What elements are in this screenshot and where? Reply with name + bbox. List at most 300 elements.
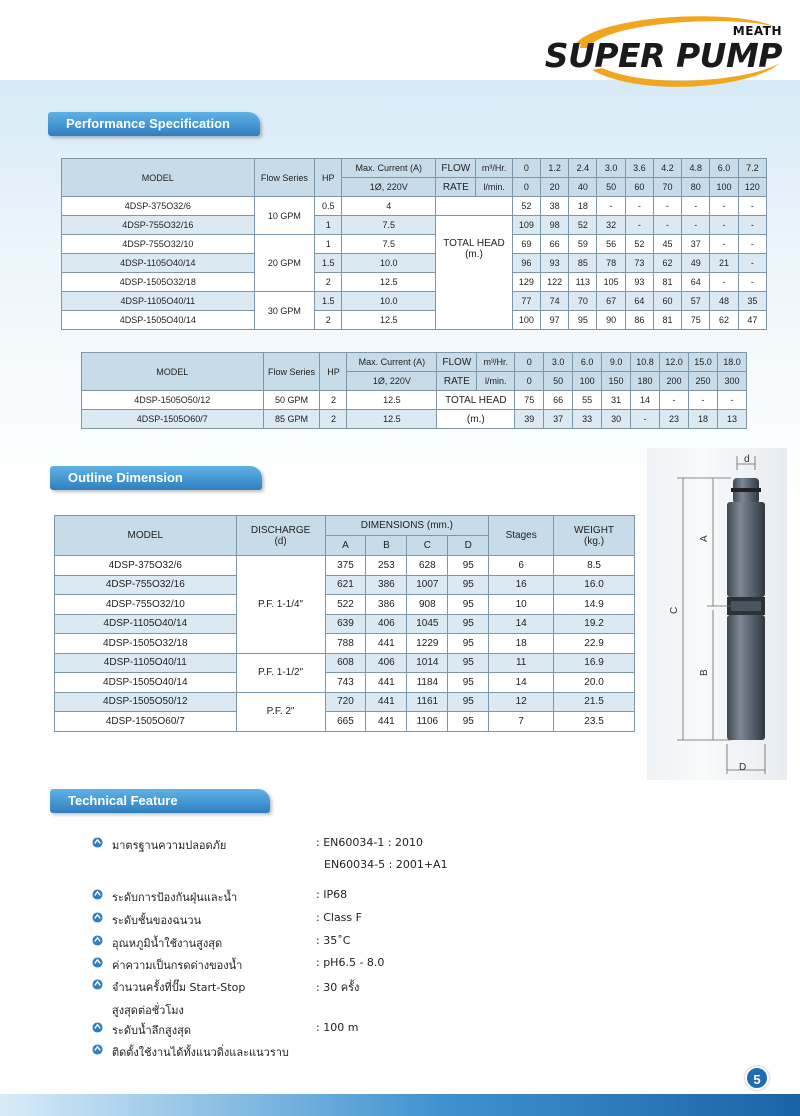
cell-d: 95 xyxy=(448,556,489,576)
cell-flow: 85 GPM xyxy=(263,410,320,429)
cell-head: 18 xyxy=(688,410,717,429)
cell-hp: 1 xyxy=(315,216,342,235)
total-head-label: TOTAL HEAD xyxy=(443,238,505,249)
cell-stages: 10 xyxy=(489,595,554,615)
dim-label-a: A xyxy=(699,535,710,542)
cell-head: 57 xyxy=(682,292,710,311)
cell-model: 4DSP-1505O40/14 xyxy=(55,673,237,693)
m3hr-value: 7.2 xyxy=(738,159,766,178)
cell-head: 97 xyxy=(541,311,569,330)
feature-label-text: อุณหภูมิน้ำใช้งานสูงสุด xyxy=(112,937,223,950)
cell-head: - xyxy=(738,216,766,235)
feature-value-text: : 100 m xyxy=(316,1021,359,1034)
lmin-value: 100 xyxy=(710,178,738,197)
cell-head: 75 xyxy=(682,311,710,330)
lmin-value: 60 xyxy=(625,178,653,197)
cell-head: 95 xyxy=(569,311,597,330)
cell-b: 441 xyxy=(366,634,407,654)
cell-head: - xyxy=(660,391,689,410)
cell-head: 18 xyxy=(569,197,597,216)
cell-flow-series: 20 GPM xyxy=(254,235,315,292)
feature-value-text: : EN60034-1 : 2010 xyxy=(316,836,424,849)
cell-head: 96 xyxy=(512,254,540,273)
cell-head: 66 xyxy=(541,235,569,254)
cell-b: 253 xyxy=(366,556,407,576)
cell-stages: 18 xyxy=(489,634,554,654)
cell-head: 37 xyxy=(544,410,573,429)
cell-model: 4DSP-1505O32/18 xyxy=(55,634,237,654)
cell-head: 37 xyxy=(682,235,710,254)
cell-head: 35 xyxy=(738,292,766,311)
cell-d: 95 xyxy=(448,634,489,654)
cell-head: 60 xyxy=(653,292,681,311)
cell-stages: 11 xyxy=(489,653,554,673)
feature-value xyxy=(316,836,448,871)
cell-model: 4DSP-375O32/6 xyxy=(55,556,237,576)
m3hr-value: 12.0 xyxy=(660,353,689,372)
lmin-value: 120 xyxy=(738,178,766,197)
cell-head: 78 xyxy=(597,254,625,273)
dim-label-c: C xyxy=(669,606,680,614)
lmin-value: 250 xyxy=(688,372,717,391)
bullet-icon xyxy=(92,837,103,848)
cell-d: 95 xyxy=(448,575,489,595)
m3hr-value: 0 xyxy=(512,159,540,178)
section-performance xyxy=(48,112,260,136)
cell-head: 14 xyxy=(631,391,660,410)
cell-head: 32 xyxy=(597,216,625,235)
cell-hp: 1 xyxy=(315,235,342,254)
cell-head: - xyxy=(625,197,653,216)
lmin-value: 50 xyxy=(597,178,625,197)
cell-head: 98 xyxy=(541,216,569,235)
table-row xyxy=(62,216,767,235)
cell-c: 1161 xyxy=(407,692,448,712)
cell-d: 95 xyxy=(448,692,489,712)
cell-model: 4DSP-1505O50/12 xyxy=(82,391,264,410)
cell-head: 66 xyxy=(544,391,573,410)
cell-hp: 2 xyxy=(320,391,347,410)
col-m3hr: m³/Hr. xyxy=(476,159,512,178)
col-voltage: 1Ø, 220V xyxy=(347,372,437,391)
cell-head: 45 xyxy=(653,235,681,254)
feature-value xyxy=(316,1021,358,1034)
m3hr-value: 2.4 xyxy=(569,159,597,178)
cell-b: 386 xyxy=(366,595,407,615)
cell-weight: 16.0 xyxy=(554,575,635,595)
feature-label-text: ระดับน้ำลึกสูงสุด xyxy=(112,1024,191,1037)
col-rate: RATE xyxy=(436,178,476,197)
table-row xyxy=(55,692,635,712)
m3hr-value: 4.2 xyxy=(653,159,681,178)
col-hp: HP xyxy=(320,353,347,391)
performance-table-1 xyxy=(61,158,767,330)
m3hr-value: 15.0 xyxy=(688,353,717,372)
table-row xyxy=(55,595,635,615)
table-row xyxy=(62,292,767,311)
cell-stages: 14 xyxy=(489,614,554,634)
col-a: A xyxy=(325,536,366,556)
cell-flow: 50 GPM xyxy=(263,391,320,410)
cell-head: 74 xyxy=(541,292,569,311)
cell-a: 375 xyxy=(325,556,366,576)
table-row xyxy=(55,634,635,654)
cell-c: 628 xyxy=(407,556,448,576)
feature-label xyxy=(112,888,237,906)
cell-a: 639 xyxy=(325,614,366,634)
cell-head: 100 xyxy=(512,311,540,330)
cell-head: - xyxy=(625,216,653,235)
section-outline-label: Outline Dimension xyxy=(68,470,183,485)
cell-model: 4DSP-1505O60/7 xyxy=(82,410,264,429)
lmin-value: 50 xyxy=(544,372,573,391)
dim-label-big-d: D xyxy=(739,762,747,773)
cell-current: 4 xyxy=(342,197,436,216)
table-row xyxy=(62,273,767,292)
cell-head: - xyxy=(631,410,660,429)
col-flow-series: Flow Series xyxy=(254,159,315,197)
cell-head: 55 xyxy=(573,391,602,410)
cell-weight: 22.9 xyxy=(554,634,635,654)
cell-b: 441 xyxy=(366,692,407,712)
cell-head: 64 xyxy=(625,292,653,311)
col-current: Max. Current (A) xyxy=(347,353,437,372)
col-flow: FLOW xyxy=(437,353,477,372)
cell-head: 113 xyxy=(569,273,597,292)
cell-c: 908 xyxy=(407,595,448,615)
pump-grille xyxy=(731,601,761,611)
cell-hp: 2 xyxy=(320,410,347,429)
lmin-value: 70 xyxy=(653,178,681,197)
feature-value-text: : 35˚C xyxy=(316,934,351,947)
cell-weight: 21.5 xyxy=(554,692,635,712)
feature-label xyxy=(112,1021,191,1039)
cell-weight: 14.9 xyxy=(554,595,635,615)
table-row xyxy=(55,673,635,693)
feature-label-text: ค่าความเป็นกรดด่างของน้ำ xyxy=(112,959,243,972)
bullet-icon xyxy=(92,889,103,900)
cell-total-head: (m.) xyxy=(437,410,515,429)
col-lmin: l/min. xyxy=(476,178,512,197)
cell-model: 4DSP-1105O40/11 xyxy=(55,653,237,673)
cell-head: 49 xyxy=(682,254,710,273)
cell-head: 77 xyxy=(512,292,540,311)
pump-motor xyxy=(727,615,765,740)
page-number: 5 xyxy=(745,1066,769,1090)
cell-head: 85 xyxy=(569,254,597,273)
col-flow: FLOW xyxy=(436,159,476,178)
cell-current: 7.5 xyxy=(342,235,436,254)
cell-head: - xyxy=(738,235,766,254)
bullet-icon xyxy=(92,935,103,946)
brand-logo xyxy=(544,8,782,88)
cell-model: 4DSP-375O32/6 xyxy=(62,197,255,216)
cell-head: 23 xyxy=(660,410,689,429)
weight-label: WEIGHT xyxy=(574,524,615,536)
cell-head: - xyxy=(738,254,766,273)
outline-dimension-table xyxy=(54,515,635,732)
lmin-value: 100 xyxy=(573,372,602,391)
cell-model: 4DSP-755O32/10 xyxy=(62,235,255,254)
feature-value-text-2: EN60034-5 : 2001+A1 xyxy=(324,858,448,871)
logo-title: SUPER PUMP xyxy=(544,36,782,75)
cell-blank xyxy=(436,197,513,216)
feature-label xyxy=(112,1043,289,1061)
cell-current: 7.5 xyxy=(342,216,436,235)
cell-stages: 12 xyxy=(489,692,554,712)
cell-stages: 14 xyxy=(489,673,554,693)
cell-head: - xyxy=(717,391,746,410)
cell-d: 95 xyxy=(448,673,489,693)
lmin-value: 20 xyxy=(541,178,569,197)
feature-value xyxy=(316,911,362,924)
discharge-unit: (d) xyxy=(274,535,287,547)
feature-value-text: : pH6.5 - 8.0 xyxy=(316,956,385,969)
cell-current: 12.5 xyxy=(347,391,437,410)
feature-label-text: ระดับการป้องกันฝุ่นและน้ำ xyxy=(112,891,238,904)
table-row xyxy=(62,311,767,330)
feature-label-text-2: สูงสุดต่อชั่วโมง xyxy=(112,1004,184,1017)
cell-a: 522 xyxy=(325,595,366,615)
cell-head: 33 xyxy=(573,410,602,429)
cell-weight: 23.5 xyxy=(554,712,635,732)
bullet-icon xyxy=(92,912,103,923)
cell-current: 10.0 xyxy=(342,254,436,273)
feature-label-text: ระดับชั้นของฉนวน xyxy=(112,914,202,927)
col-flow-series: Flow Series xyxy=(263,353,320,391)
lmin-value: 300 xyxy=(717,372,746,391)
cell-c: 1014 xyxy=(407,653,448,673)
cell-model: 4DSP-755O32/16 xyxy=(55,575,237,595)
feature-value xyxy=(316,956,384,969)
lmin-value: 150 xyxy=(602,372,631,391)
cell-flow-series: 30 GPM xyxy=(254,292,315,330)
cell-head: 81 xyxy=(653,311,681,330)
cell-head: - xyxy=(738,273,766,292)
pump-thread xyxy=(731,488,761,492)
table-row xyxy=(62,197,767,216)
feature-value xyxy=(316,934,350,947)
feature-label xyxy=(112,911,201,929)
cell-hp: 2 xyxy=(315,311,342,330)
col-model: MODEL xyxy=(55,516,237,556)
cell-head: 31 xyxy=(602,391,631,410)
cell-head: 67 xyxy=(597,292,625,311)
m3hr-value: 3.6 xyxy=(625,159,653,178)
cell-head: 64 xyxy=(682,273,710,292)
section-technical-label: Technical Feature xyxy=(68,793,178,808)
table-row xyxy=(62,235,767,254)
col-model: MODEL xyxy=(82,353,264,391)
cell-discharge: P.F. 1-1/4" xyxy=(236,556,325,654)
table-row xyxy=(55,575,635,595)
cell-stages: 16 xyxy=(489,575,554,595)
col-weight xyxy=(554,516,635,556)
cell-c: 1045 xyxy=(407,614,448,634)
logo-meath: MEATH xyxy=(732,24,782,38)
feature-label-text: จำนวนครั้งที่ปั๊ม Start-Stop xyxy=(112,981,246,994)
cell-c: 1106 xyxy=(407,712,448,732)
cell-head: 90 xyxy=(597,311,625,330)
cell-head: 52 xyxy=(569,216,597,235)
lmin-value: 80 xyxy=(682,178,710,197)
cell-model: 4DSP-1505O50/12 xyxy=(55,692,237,712)
cell-model: 4DSP-755O32/10 xyxy=(55,595,237,615)
cell-head: 129 xyxy=(512,273,540,292)
cell-b: 441 xyxy=(366,712,407,732)
feature-value-text: : Class F xyxy=(316,911,362,924)
cell-head: 105 xyxy=(597,273,625,292)
col-voltage: 1Ø, 220V xyxy=(342,178,436,197)
cell-b: 386 xyxy=(366,575,407,595)
cell-a: 608 xyxy=(325,653,366,673)
col-m3hr: m³/Hr. xyxy=(477,353,515,372)
cell-head: - xyxy=(597,197,625,216)
cell-current: 12.5 xyxy=(347,410,437,429)
cell-head: - xyxy=(738,197,766,216)
m3hr-value: 9.0 xyxy=(602,353,631,372)
cell-head: - xyxy=(710,197,738,216)
lmin-value: 180 xyxy=(631,372,660,391)
cell-head: 70 xyxy=(569,292,597,311)
m3hr-value: 6.0 xyxy=(573,353,602,372)
cell-hp: 1.5 xyxy=(315,254,342,273)
lmin-value: 0 xyxy=(512,178,540,197)
cell-head: - xyxy=(710,216,738,235)
m3hr-value: 10.8 xyxy=(631,353,660,372)
cell-b: 406 xyxy=(366,614,407,634)
cell-flow-series: 10 GPM xyxy=(254,197,315,235)
col-current: Max. Current (A) xyxy=(342,159,436,178)
cell-a: 788 xyxy=(325,634,366,654)
feature-label-text: ติดตั้งใช้งานได้ทั้งแนวดิ่งและแนวราบ xyxy=(112,1046,289,1059)
cell-head: - xyxy=(710,273,738,292)
cell-a: 743 xyxy=(325,673,366,693)
bullet-icon xyxy=(92,979,103,990)
cell-weight: 8.5 xyxy=(554,556,635,576)
footer-bar xyxy=(0,1094,800,1116)
table-row xyxy=(55,556,635,576)
m3hr-value: 3.0 xyxy=(597,159,625,178)
cell-head: 39 xyxy=(515,410,544,429)
cell-head: 52 xyxy=(625,235,653,254)
feature-value-text: : IP68 xyxy=(316,888,348,901)
col-discharge xyxy=(236,516,325,556)
cell-stages: 7 xyxy=(489,712,554,732)
cell-hp: 1.5 xyxy=(315,292,342,311)
col-rate: RATE xyxy=(437,372,477,391)
feature-value-text: : 30 ครั้ง xyxy=(316,981,360,994)
m3hr-value: 3.0 xyxy=(544,353,573,372)
table-row xyxy=(55,653,635,673)
performance-table-2 xyxy=(81,352,747,429)
cell-b: 441 xyxy=(366,673,407,693)
cell-head: 47 xyxy=(738,311,766,330)
feature-value xyxy=(316,978,359,996)
cell-stages: 6 xyxy=(489,556,554,576)
cell-head: - xyxy=(653,197,681,216)
bullet-icon xyxy=(92,957,103,968)
cell-model: 4DSP-755O32/16 xyxy=(62,216,255,235)
bullet-icon xyxy=(92,1044,103,1055)
cell-hp: 0.5 xyxy=(315,197,342,216)
cell-d: 95 xyxy=(448,614,489,634)
cell-head: 81 xyxy=(653,273,681,292)
weight-unit: (kg.) xyxy=(584,535,605,547)
cell-current: 12.5 xyxy=(342,273,436,292)
pump-drawing xyxy=(647,448,787,780)
table-row xyxy=(62,254,767,273)
m3hr-value: 1.2 xyxy=(541,159,569,178)
cell-head: 62 xyxy=(653,254,681,273)
cell-d: 95 xyxy=(448,653,489,673)
m3hr-value: 4.8 xyxy=(682,159,710,178)
cell-head: 73 xyxy=(625,254,653,273)
m3hr-value: 6.0 xyxy=(710,159,738,178)
cell-weight: 20.0 xyxy=(554,673,635,693)
cell-discharge: P.F. 2" xyxy=(236,692,325,731)
col-stages: Stages xyxy=(489,516,554,556)
cell-model: 4DSP-1505O40/14 xyxy=(62,311,255,330)
cell-head: 52 xyxy=(512,197,540,216)
section-technical xyxy=(50,789,270,813)
cell-head: 13 xyxy=(717,410,746,429)
cell-head: 86 xyxy=(625,311,653,330)
feature-label-text: มาตรฐานความปลอดภัย xyxy=(112,839,227,852)
pump-diagram xyxy=(647,448,787,780)
cell-d: 95 xyxy=(448,712,489,732)
col-c: C xyxy=(407,536,448,556)
col-hp: HP xyxy=(315,159,342,197)
feature-label xyxy=(112,934,222,952)
cell-head: - xyxy=(688,391,717,410)
cell-head: 109 xyxy=(512,216,540,235)
cell-current: 12.5 xyxy=(342,311,436,330)
col-b: B xyxy=(366,536,407,556)
col-dimensions: DIMENSIONS (mm.) xyxy=(325,516,489,536)
cell-weight: 19.2 xyxy=(554,614,635,634)
feature-label xyxy=(112,836,226,854)
table-row xyxy=(55,614,635,634)
table-row xyxy=(82,391,747,410)
cell-c: 1007 xyxy=(407,575,448,595)
cell-total-head: TOTAL HEAD xyxy=(437,391,515,410)
cell-head: 21 xyxy=(710,254,738,273)
cell-head: - xyxy=(682,216,710,235)
cell-weight: 16.9 xyxy=(554,653,635,673)
bullet-icon xyxy=(92,1022,103,1033)
table-row xyxy=(55,712,635,732)
cell-head: 38 xyxy=(541,197,569,216)
cell-total-head xyxy=(436,216,513,330)
section-outline xyxy=(50,466,262,490)
cell-model: 4DSP-1105O40/11 xyxy=(62,292,255,311)
lmin-value: 0 xyxy=(515,372,544,391)
feature-value xyxy=(316,888,347,901)
lmin-value: 40 xyxy=(569,178,597,197)
table-row xyxy=(82,410,747,429)
dim-label-b: B xyxy=(699,669,710,676)
cell-d: 95 xyxy=(448,595,489,615)
cell-head: 56 xyxy=(597,235,625,254)
col-d: D xyxy=(448,536,489,556)
cell-c: 1184 xyxy=(407,673,448,693)
total-head-unit: (m.) xyxy=(465,249,483,260)
cell-head: 48 xyxy=(710,292,738,311)
cell-head: - xyxy=(710,235,738,254)
cell-a: 665 xyxy=(325,712,366,732)
cell-head: 122 xyxy=(541,273,569,292)
